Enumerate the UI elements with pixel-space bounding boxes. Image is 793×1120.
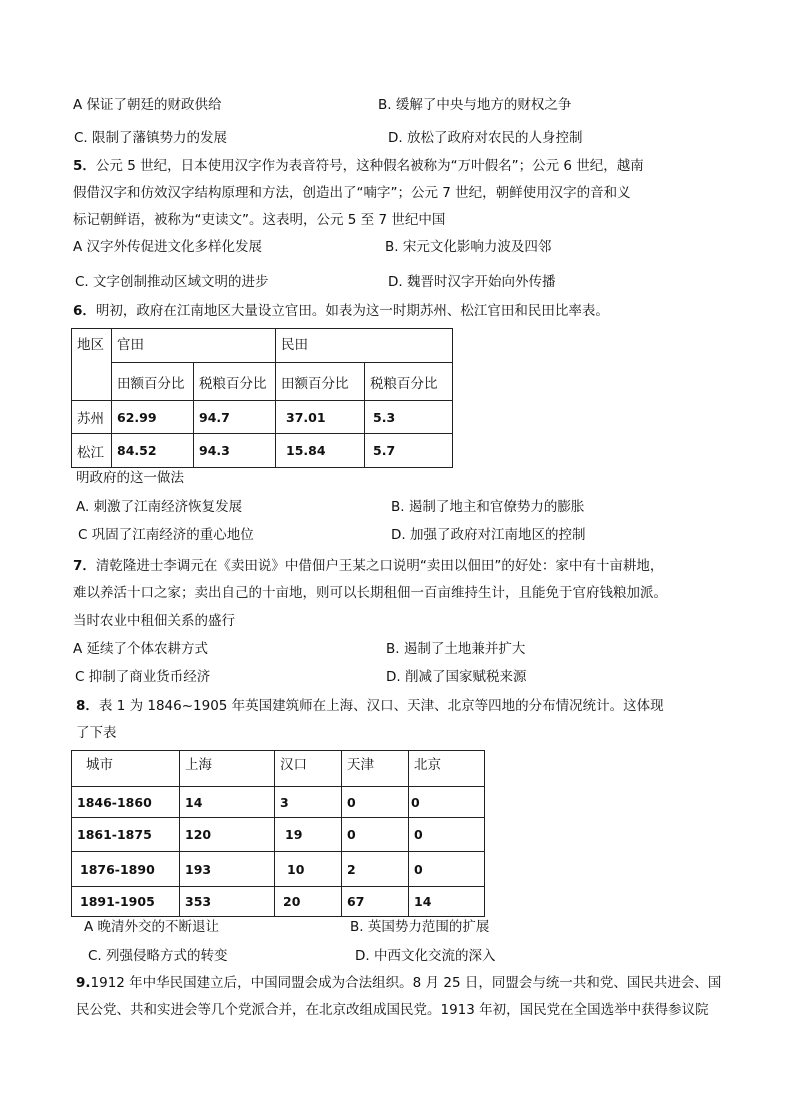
table-cell: 松江 [72, 434, 112, 468]
q6-subheader: 田额百分比 [112, 363, 194, 401]
q7-option-a: A 延续了个体农耕方式 [73, 641, 209, 657]
q5-stem-line1: 5．公元 5 世纪，日本使用汉字作为表音符号，这种假名被称为“万叶假名”；公元 6 世纪，越南 [73, 158, 644, 174]
table-cell: 94.7 [194, 401, 276, 434]
q9-stem-line2: 民公党、共和实进会等几个党派合并，在北京改组成国民党。1913 年初，国民党在全国选举中获得参议院 [76, 1002, 709, 1018]
table-cell: 193 [180, 852, 275, 887]
table-cell: 14 [409, 887, 485, 917]
q8-number: 8． [76, 698, 99, 714]
q7-stem-line1: 7．清乾隆进士李调元在《卖田说》中借佃户王某之口说明“卖田以佃田”的好处：家中有十亩耕地， [73, 558, 664, 574]
table-cell: 1861-1875 [72, 818, 180, 852]
table-cell: 20 [275, 887, 342, 917]
table-row [72, 401, 453, 434]
q8-option-b: B. 英国势力范围的扩展 [350, 919, 490, 935]
column-header: 北京 [409, 751, 485, 787]
q6-header-official: 官田 [112, 329, 276, 363]
q6-subheader: 税粮百分比 [365, 363, 453, 401]
table-cell: 37.01 [276, 401, 365, 434]
table-cell: 10 [275, 852, 342, 887]
table-cell: 0 [342, 818, 409, 852]
column-header: 上海 [180, 751, 275, 787]
q6-subheader: 税粮百分比 [194, 363, 276, 401]
table-cell: 120 [180, 818, 275, 852]
q8-table [71, 750, 485, 917]
q6-stem-line1: 6．明初，政府在江南地区大量设立官田。如表为这一时期苏州、松江官田和民田比率表。 [73, 303, 609, 319]
column-header: 天津 [342, 751, 409, 787]
q4-option-a: A 保证了朝廷的财政供给 [73, 97, 222, 113]
q7-number: 7． [73, 558, 96, 574]
table-header-row [72, 751, 485, 787]
table-cell: 3 [275, 787, 342, 818]
q6-option-b: B. 遏制了地主和官僚势力的膨胀 [391, 499, 585, 515]
table-cell: 2 [342, 852, 409, 887]
q6-number: 6． [73, 303, 96, 319]
q7-option-b: B. 遏制了土地兼并扩大 [386, 641, 526, 657]
q5-option-d: D. 魏晋时汉字开始向外传播 [388, 274, 556, 290]
table-cell: 67 [342, 887, 409, 917]
q8-stem-line2: 了下表 [76, 725, 117, 741]
table-row [72, 887, 485, 917]
table-cell: 1891-1905 [72, 887, 180, 917]
table-cell: 1876-1890 [72, 852, 180, 887]
q6-header-region: 地区 [72, 329, 112, 401]
q6-option-d: D. 加强了政府对江南地区的控制 [391, 527, 586, 543]
column-header: 城市 [72, 751, 180, 787]
q9-number: 9. [76, 975, 91, 991]
q4-option-b: B. 缓解了中央与地方的财权之争 [378, 97, 572, 113]
q5-option-b: B. 宋元文化影响力波及四邻 [385, 239, 552, 255]
table-cell: 84.52 [112, 434, 194, 468]
table-cell: 15.84 [276, 434, 365, 468]
table-cell: 14 [180, 787, 275, 818]
table-row [72, 852, 485, 887]
q8-option-c: C. 列强侵略方式的转变 [88, 948, 228, 964]
table-cell: 苏州 [72, 401, 112, 434]
table-cell: 0 [409, 787, 485, 818]
q6-option-c: C 巩固了江南经济的重心地位 [78, 527, 254, 543]
table-cell: 0 [342, 787, 409, 818]
column-header: 汉口 [275, 751, 342, 787]
table-cell: 5.7 [365, 434, 453, 468]
table-cell: 353 [180, 887, 275, 917]
q7-stem-line3: 当时农业中租佃关系的盛行 [73, 613, 235, 629]
q5-stem-line3: 标记朝鲜语，被称为“吏读文”。这表明，公元 5 至 7 世纪中国 [73, 212, 446, 228]
q4-option-d: D. 放松了政府对农民的人身控制 [388, 130, 583, 146]
q7-option-c: C 抑制了商业货币经济 [75, 669, 211, 685]
q6-header-private: 民田 [276, 329, 453, 363]
table-cell: 0 [409, 852, 485, 887]
q4-option-c: C. 限制了藩镇势力的发展 [74, 130, 228, 146]
table-cell: 62.99 [112, 401, 194, 434]
q6-option-a: A. 刺激了江南经济恢复发展 [76, 499, 243, 515]
table-cell: 0 [409, 818, 485, 852]
q8-stem-line1: 8．表 1 为 1846~1905 年英国建筑师在上海、汉口、天津、北京等四地的分布情况统计。这体现 [76, 698, 664, 714]
table-row [72, 787, 485, 818]
q6-subheader: 田额百分比 [276, 363, 365, 401]
table-cell: 19 [275, 818, 342, 852]
table-row [72, 434, 453, 468]
table-row [72, 818, 485, 852]
q6-table [71, 328, 453, 468]
table-cell: 1846-1860 [72, 787, 180, 818]
q8-option-d: D. 中西文化交流的深入 [355, 948, 496, 964]
q9-stem-line1: 9.1912 年中华民国建立后，中国同盟会成为合法组织。8 月 25 日，同盟会与统一共和党、国民共进会、国 [76, 975, 722, 991]
table-cell: 94.3 [194, 434, 276, 468]
q5-stem-line2: 假借汉字和仿效汉字结构原理和方法，创造出了“喃字”；公元 7 世纪，朝鲜使用汉字的音和义 [73, 185, 631, 201]
q7-stem-line2: 难以养活十口之家；卖出自己的十亩地，则可以长期租佃一百亩维持生计，且能免于官府钱粮加派。 [73, 585, 667, 601]
q5-option-c: C. 文字创制推动区域文明的进步 [75, 274, 269, 290]
q5-option-a: A 汉字外传促进文化多样化发展 [73, 239, 263, 255]
q6-stem-after: 明政府的这一做法 [76, 470, 184, 486]
q7-option-d: D. 削减了国家赋税来源 [386, 669, 527, 685]
q8-option-a: A 晚清外交的不断退让 [84, 919, 220, 935]
q5-number: 5． [73, 158, 96, 174]
table-cell: 5.3 [365, 401, 453, 434]
